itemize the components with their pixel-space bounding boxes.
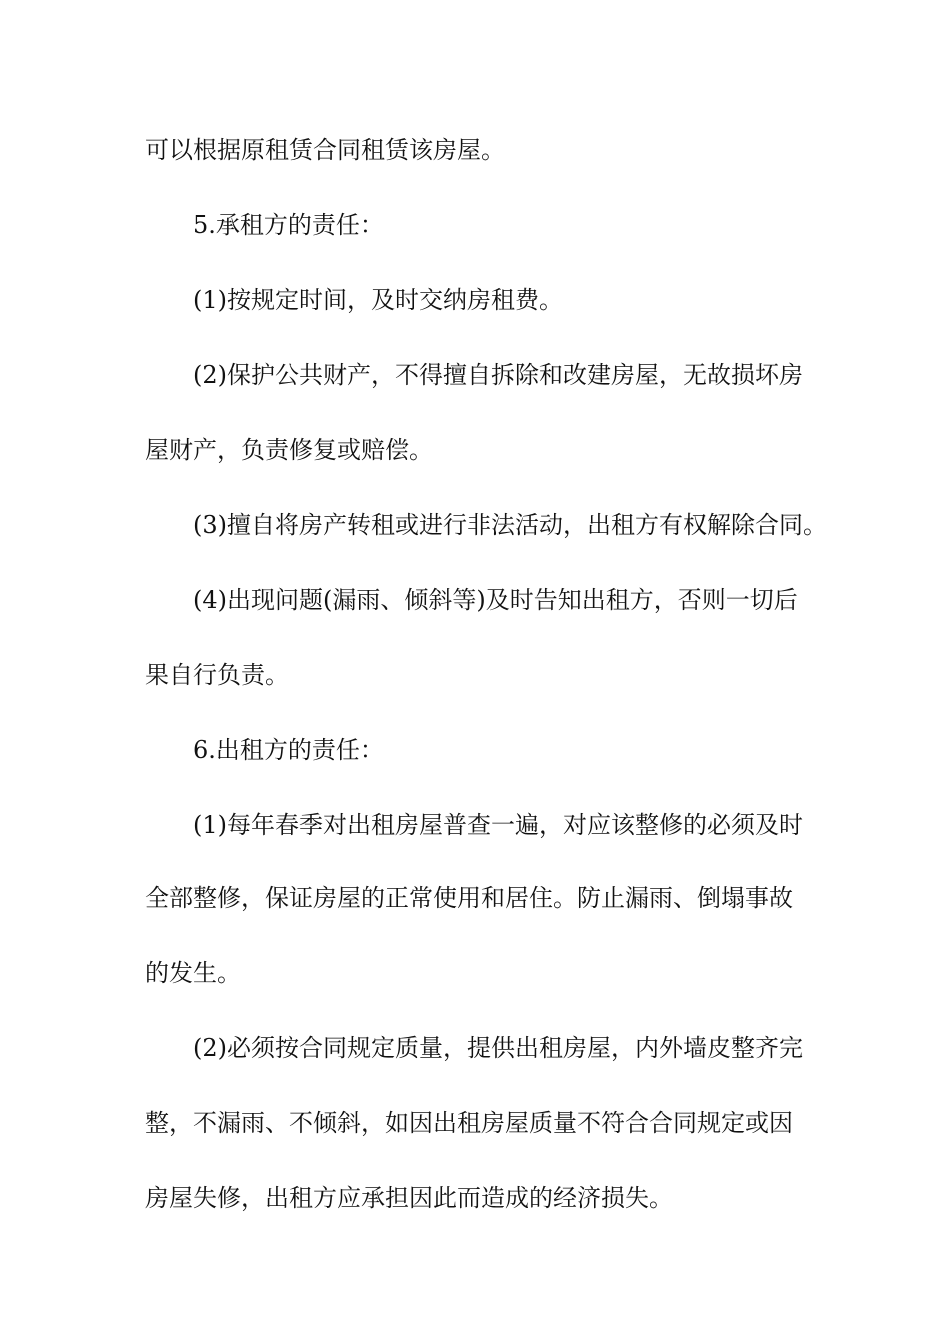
text-line: 的发生。 <box>145 959 241 987</box>
text-line: (1)每年春季对出租房屋普查一遍，对应该整修的必须及时 <box>193 811 803 839</box>
section-heading-tenant: 5.承租方的责任： <box>193 211 384 239</box>
text-line: 全部整修，保证房屋的正常使用和居住。防止漏雨、倒塌事故 <box>145 884 793 912</box>
section-heading-landlord: 6.出租方的责任： <box>193 736 384 764</box>
text-line: (4)出现问题(漏雨、倾斜等)及时告知出租方，否则一切后 <box>193 586 798 614</box>
text-line: 可以根据原租赁合同租赁该房屋。 <box>145 136 505 164</box>
text-line: (3)擅自将房产转租或进行非法活动，出租方有权解除合同。 <box>193 511 827 539</box>
text-line: (1)按规定时间，及时交纳房租费。 <box>193 286 563 314</box>
text-line: 整，不漏雨、不倾斜，如因出租房屋质量不符合合同规定或因 <box>145 1109 793 1137</box>
text-line: (2)保护公共财产，不得擅自拆除和改建房屋，无故损坏房 <box>193 361 803 389</box>
text-line: (2)必须按合同规定质量，提供出租房屋，内外墙皮整齐完 <box>193 1034 803 1062</box>
text-line: 果自行负责。 <box>145 661 289 689</box>
text-line: 屋财产，负责修复或赔偿。 <box>145 436 433 464</box>
text-line: 房屋失修，出租方应承担因此而造成的经济损失。 <box>145 1184 673 1212</box>
